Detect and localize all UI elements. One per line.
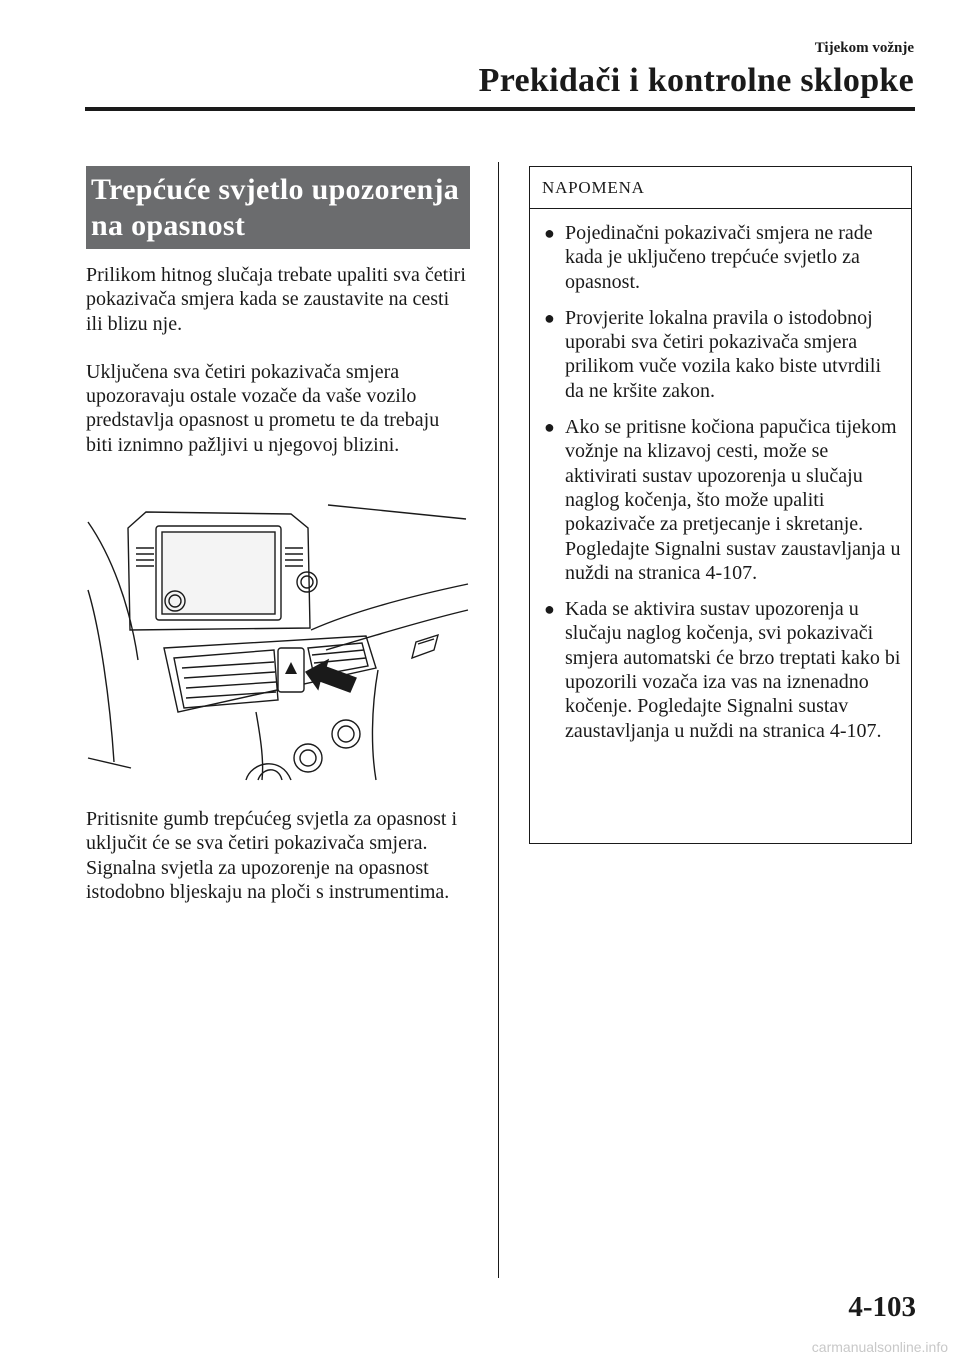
chapter-subtitle: Tijekom vožnje xyxy=(814,40,914,56)
note-item-text: Kada se aktivira sustav upozorenja u slučaju naglog kočenja, svi pokazivači smjera automatski će brzo treptati kako bi upozorili vozača iza vas na iznenadno kočenje. Pogledajte Signalni sustav zaustavljanja u nuždi na stranica 4-107. xyxy=(565,598,901,742)
note-item-text: Provjerite lokalna pravila o istodobnoj uporabi sva četiri pokazivača smjera prilikom vuče vozila kako biste utvrdili da ne kršite zakon. xyxy=(565,306,882,402)
bullet-icon: ● xyxy=(544,223,555,243)
note-list xyxy=(530,209,911,743)
note-item-text: Pojedinačni pokazivači smjera ne rade kada je uključeno trepćuće svjetlo za opasnost. xyxy=(565,222,873,293)
intro-paragraph: Prilikom hitnog slučaja trebate upaliti sva četiri pokazivača smjera kada se zaustavite na cesti ili blizu nje. xyxy=(86,264,466,335)
note-heading: NAPOMENA xyxy=(530,167,911,209)
instruction-paragraph: Pritisnite gumb trepćućeg svjetla za opasnost i uključit će se sva četiri pokazivača smjera. Signalna svjetla za upozorenje na opasnost istodobno bljeskaju na ploči s instrumentima. xyxy=(86,808,458,903)
bullet-icon: ● xyxy=(544,599,555,620)
note-box xyxy=(529,166,912,844)
left-column xyxy=(86,166,470,904)
note-item xyxy=(542,221,903,294)
column-divider xyxy=(498,162,499,1278)
hazard-switch-illustration xyxy=(86,500,470,782)
chapter-title: Prekidači i kontrolne sklopke xyxy=(478,62,914,99)
bullet-icon: ● xyxy=(544,417,555,438)
note-item xyxy=(542,415,903,585)
warning-paragraph: Uključena sva četiri pokazivača smjera upozoravaju ostale vozače da vaše vozilo predstavlja opasnost u prometu te da trebaju biti iznimno pažljivi u njegovoj blizini. xyxy=(86,360,440,456)
section-heading: Trepćuće svjetlo upozorenja na opasnost xyxy=(86,166,470,249)
header-rule xyxy=(85,107,915,111)
page-number: 4-103 xyxy=(848,1291,916,1323)
note-item xyxy=(542,306,903,403)
bullet-icon: ● xyxy=(544,307,555,328)
note-item-text: Ako se pritisne kočiona papučica tijekom vožnje na klizavoj cesti, može se aktivirati sustav upozorenja u slučaju naglog kočenja, što može upaliti pokazivače za pretjecanje i skretanje. Pogledajte Signalni sustav zaustavljanja u nuždi na stranica 4-107. xyxy=(565,416,901,584)
note-item xyxy=(542,597,903,743)
watermark: carmanualsonline.info xyxy=(811,1339,948,1355)
